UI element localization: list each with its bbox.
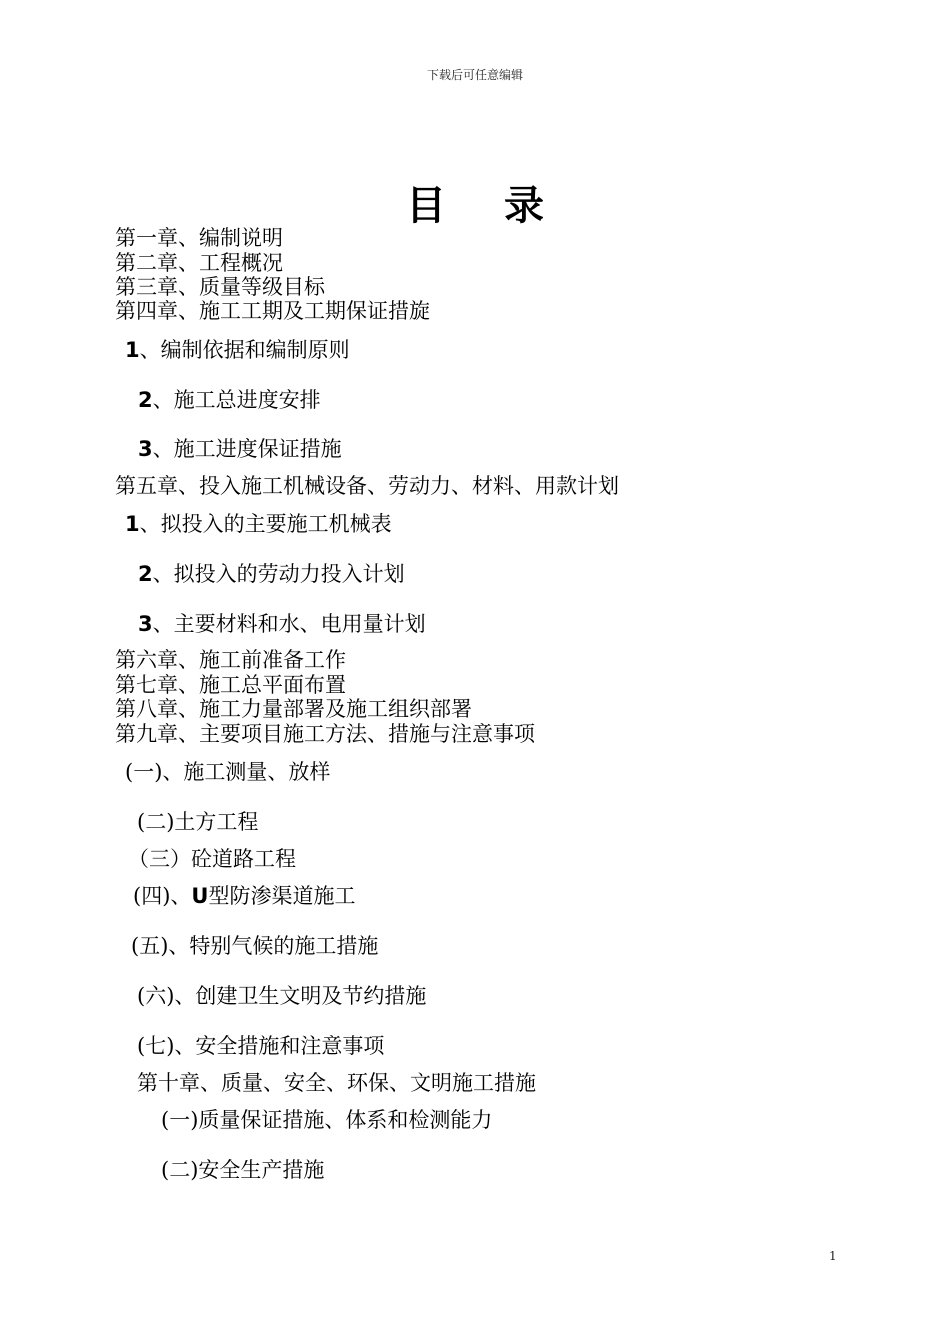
toc-ch10-section-2[interactable]: (二)安全生产措施 xyxy=(161,1158,325,1182)
toc-chapter-4[interactable]: 第四章、施工工期及工期保证措旋 xyxy=(115,299,430,323)
toc-chapter-7[interactable]: 第七章、施工总平面布置 xyxy=(115,673,346,697)
toc-ch5-section-2[interactable] xyxy=(138,562,405,586)
section-prefix: (四)、 xyxy=(133,884,192,908)
toc-ch4-section-1[interactable] xyxy=(125,338,350,362)
toc-ch10-section-1[interactable]: (一)质量保证措施、体系和检测能力 xyxy=(161,1108,493,1132)
toc-ch9-section-3[interactable]: （三）砼道路工程 xyxy=(128,847,296,871)
toc-ch5-section-1[interactable] xyxy=(125,512,392,536)
section-label: 、拟投入的劳动力投入计划 xyxy=(152,562,405,586)
section-number: 1 xyxy=(125,512,140,536)
section-label: 、拟投入的主要施工机械表 xyxy=(139,512,392,536)
section-label: 型防渗渠道施工 xyxy=(208,884,356,908)
toc-ch9-section-7[interactable]: (七)、安全措施和注意事项 xyxy=(137,1034,385,1058)
toc-chapter-1[interactable]: 第一章、编制说明 xyxy=(115,226,283,250)
toc-chapter-10[interactable]: 第十章、质量、安全、环保、文明施工措施 xyxy=(137,1071,536,1095)
toc-ch4-section-2[interactable] xyxy=(138,388,321,412)
toc-ch9-section-5[interactable]: (五)、特别气候的施工措施 xyxy=(131,934,379,958)
section-label: 、编制依据和编制原则 xyxy=(139,338,350,362)
toc-chapter-2[interactable]: 第二章、工程概况 xyxy=(115,251,283,275)
section-u-letter: U xyxy=(191,884,209,908)
section-number: 3 xyxy=(138,612,153,636)
page-number: 1 xyxy=(829,1249,837,1263)
toc-ch5-section-3[interactable] xyxy=(138,612,426,636)
toc-ch9-section-4[interactable] xyxy=(133,884,355,908)
toc-ch9-section-6[interactable]: (六)、创建卫生文明及节约措施 xyxy=(137,984,427,1008)
toc-ch9-section-2[interactable]: (二)土方工程 xyxy=(137,810,259,834)
toc-ch4-section-3[interactable] xyxy=(138,437,342,461)
page-title: 目 录 xyxy=(406,183,566,229)
toc-chapter-6[interactable]: 第六章、施工前准备工作 xyxy=(115,648,346,672)
section-label: 、施工总进度安排 xyxy=(152,388,321,412)
toc-chapter-3[interactable]: 第三章、质量等级目标 xyxy=(115,275,325,299)
toc-chapter-9[interactable]: 第九章、主要项目施工方法、措施与注意事项 xyxy=(115,722,535,746)
toc-chapter-5[interactable]: 第五章、投入施工机械设备、劳动力、材料、用款计划 xyxy=(115,474,619,498)
section-number: 2 xyxy=(138,562,153,586)
section-number: 1 xyxy=(125,338,140,362)
section-number: 2 xyxy=(138,388,153,412)
section-number: 3 xyxy=(138,437,153,461)
section-label: 、施工进度保证措施 xyxy=(152,437,342,461)
toc-chapter-8[interactable]: 第八章、施工力量部署及施工组织部署 xyxy=(115,697,472,721)
section-label: 、主要材料和水、电用量计划 xyxy=(152,612,426,636)
page-header: 下载后可任意编辑 xyxy=(426,68,523,82)
toc-ch9-section-1[interactable]: (一)、施工测量、放样 xyxy=(125,760,331,784)
